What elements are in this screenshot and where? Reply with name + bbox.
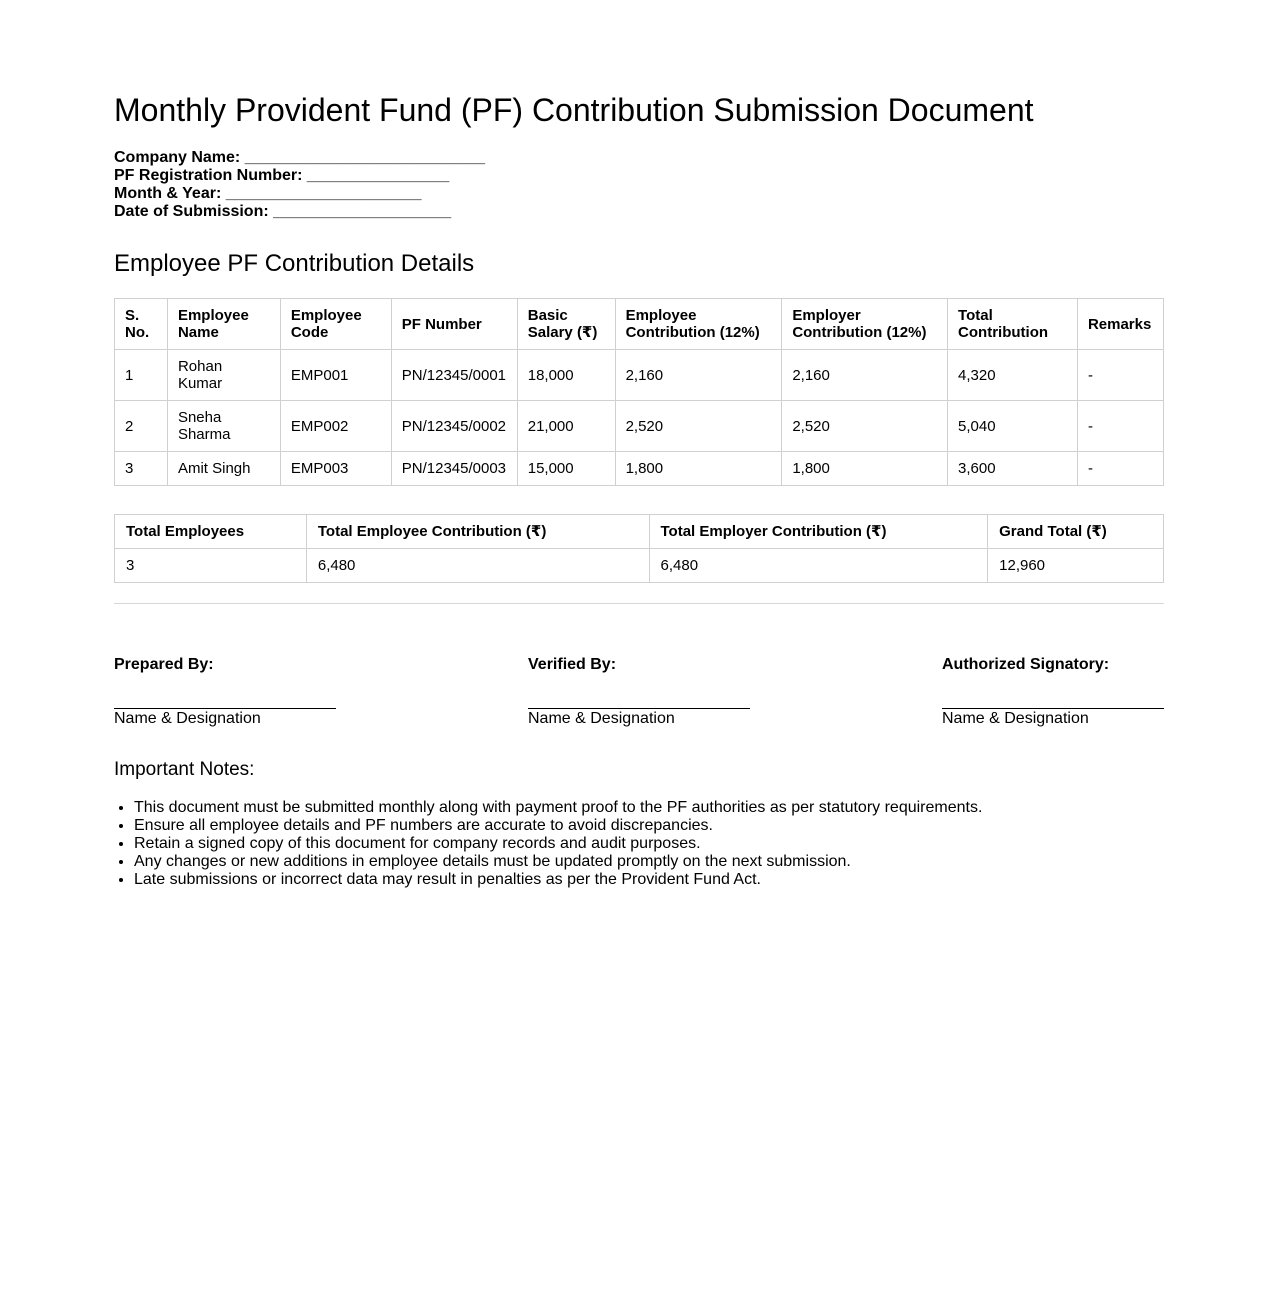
cell-employee-code: EMP003 xyxy=(280,452,391,486)
cell-employer-contribution: 2,520 xyxy=(782,401,948,452)
cell-employee-contribution: 2,160 xyxy=(615,350,782,401)
notes-list xyxy=(114,799,1164,889)
company-info-block xyxy=(114,149,485,221)
signature-line xyxy=(114,708,336,709)
summary-grand-total: 12,960 xyxy=(988,549,1164,583)
signature-verified-by xyxy=(528,656,758,728)
header-pf-number: PF Number xyxy=(391,299,517,350)
pf-registration-field: PF Registration Number: ________________ xyxy=(114,167,450,184)
header-sno: S. No. xyxy=(115,299,168,350)
signature-authorized-signatory xyxy=(942,656,1172,728)
cell-basic-salary: 21,000 xyxy=(517,401,615,452)
cell-basic-salary: 15,000 xyxy=(517,452,615,486)
cell-total-contribution: 4,320 xyxy=(948,350,1078,401)
summary-employer-contribution: 6,480 xyxy=(649,549,988,583)
summary-header-grand-total: Grand Total (₹) xyxy=(988,515,1164,549)
cell-total-contribution: 3,600 xyxy=(948,452,1078,486)
signature-caption: Name & Designation xyxy=(528,710,675,727)
table-row xyxy=(115,350,1164,401)
cell-employer-contribution: 1,800 xyxy=(782,452,948,486)
summary-total-employees: 3 xyxy=(115,549,307,583)
employee-contribution-table xyxy=(114,298,1164,486)
summary-header-row xyxy=(115,515,1164,549)
cell-sno: 1 xyxy=(115,350,168,401)
signature-caption: Name & Designation xyxy=(114,710,261,727)
header-employee-name: Employee Name xyxy=(167,299,280,350)
list-item: • Any changes or new additions in employee details must be updated promptly on the next submission. xyxy=(134,853,1164,871)
signature-line xyxy=(942,708,1164,709)
company-name-field: Company Name: ___________________________ xyxy=(114,149,485,166)
submission-date-field: Date of Submission: ____________________ xyxy=(114,203,452,220)
header-employer-contribution: Employer Contribution (12%) xyxy=(782,299,948,350)
cell-pf-number: PN/12345/0001 xyxy=(391,350,517,401)
list-item: • Retain a signed copy of this document for company records and audit purposes. xyxy=(134,835,1164,853)
cell-employee-contribution: 1,800 xyxy=(615,452,782,486)
cell-remarks: - xyxy=(1077,401,1163,452)
cell-employee-name: Sneha Sharma xyxy=(167,401,280,452)
cell-pf-number: PN/12345/0003 xyxy=(391,452,517,486)
header-total-contribution: Total Contribution xyxy=(948,299,1078,350)
header-remarks: Remarks xyxy=(1077,299,1163,350)
cell-employee-code: EMP002 xyxy=(280,401,391,452)
cell-sno: 3 xyxy=(115,452,168,486)
cell-remarks: - xyxy=(1077,350,1163,401)
summary-header-employee-contribution: Total Employee Contribution (₹) xyxy=(306,515,649,549)
list-item: • This document must be submitted monthly along with payment proof to the PF authorities as per statutory requirements. xyxy=(134,799,1164,817)
summary-employee-contribution: 6,480 xyxy=(306,549,649,583)
month-year-field: Month & Year: ______________________ xyxy=(114,185,422,202)
cell-employee-code: EMP001 xyxy=(280,350,391,401)
signature-label: Authorized Signatory: xyxy=(942,656,1110,673)
cell-employee-contribution: 2,520 xyxy=(615,401,782,452)
signature-line xyxy=(528,708,750,709)
table-row xyxy=(115,401,1164,452)
signature-label: Prepared By: xyxy=(114,656,214,673)
cell-pf-number: PN/12345/0002 xyxy=(391,401,517,452)
signature-caption: Name & Designation xyxy=(942,710,1089,727)
cell-total-contribution: 5,040 xyxy=(948,401,1078,452)
cell-employee-name: Rohan Kumar xyxy=(167,350,280,401)
list-item: • Late submissions or incorrect data may result in penalties as per the Provident Fund Act. xyxy=(134,871,1164,889)
summary-values-row xyxy=(115,549,1164,583)
details-section-title: Employee PF Contribution Details xyxy=(114,250,475,277)
table-row xyxy=(115,452,1164,486)
header-basic-salary: Basic Salary (₹) xyxy=(517,299,615,350)
summary-header-total-employees: Total Employees xyxy=(115,515,307,549)
list-item: • Ensure all employee details and PF numbers are accurate to avoid discrepancies. xyxy=(134,817,1164,835)
signature-prepared-by xyxy=(114,656,344,728)
cell-basic-salary: 18,000 xyxy=(517,350,615,401)
cell-employer-contribution: 2,160 xyxy=(782,350,948,401)
cell-employee-name: Amit Singh xyxy=(167,452,280,486)
summary-header-employer-contribution: Total Employer Contribution (₹) xyxy=(649,515,988,549)
signature-label: Verified By: xyxy=(528,656,617,673)
header-employee-contribution: Employee Contribution (12%) xyxy=(615,299,782,350)
header-employee-code: Employee Code xyxy=(280,299,391,350)
cell-remarks: - xyxy=(1077,452,1163,486)
document-title: Monthly Provident Fund (PF) Contribution Submission Document xyxy=(114,92,1034,128)
notes-title: Important Notes: xyxy=(114,759,255,780)
section-divider xyxy=(114,603,1164,604)
cell-sno: 2 xyxy=(115,401,168,452)
summary-table xyxy=(114,514,1164,583)
table-header-row xyxy=(115,299,1164,350)
